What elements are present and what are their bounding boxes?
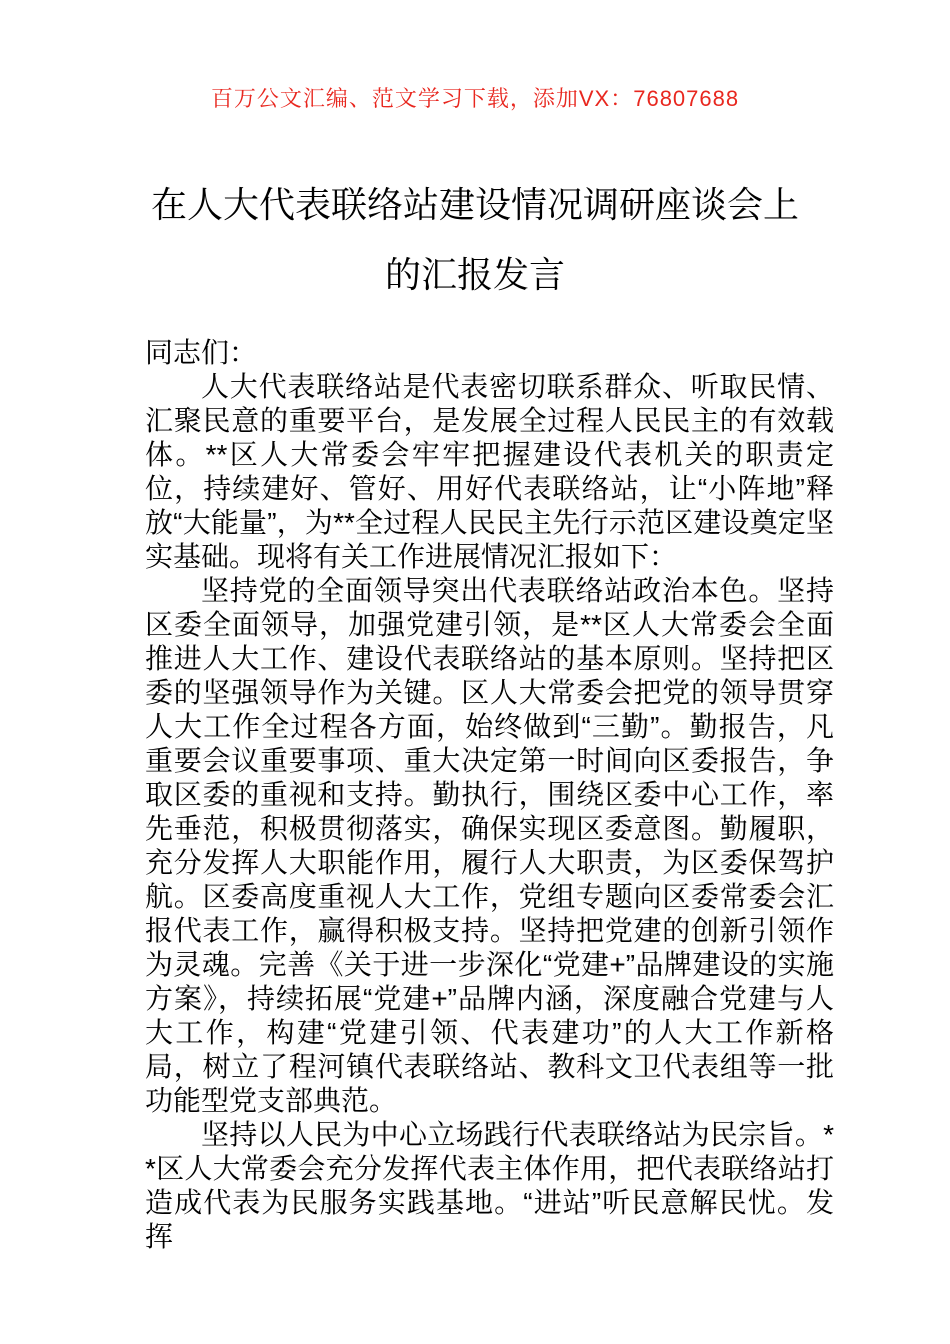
promo-banner: 百万公文汇编、范文学习下载，添加VX：76807688 (210, 86, 740, 111)
salutation: 同志们： (145, 337, 258, 368)
document-title-line-1: 在人大代表联络站建设情况调研座谈会上 (150, 184, 799, 225)
paragraph-people-centered: 坚持以人民为中心立场践行代表联络站为民宗旨。**区人大常委会充分发挥代表主体作用，把代表联络站打造成代表为民服务实践基地。“进站”听民意解民忧。发挥 (145, 1119, 834, 1252)
paragraph-party-leadership: 坚持党的全面领导突出代表联络站政治本色。坚持区委全面领导，加强党建引领，是**区人大常委会全面推进人大工作、建设代表联络站的基本原则。坚持把区委的坚强领导作为关键。区人大常委会把党的领导贯穿人大工作全过程各方面，始终做到“三勤”。勤报告，凡重要会议重要事项、重大决定第一时间向区委报告，争取区委的重视和支持。勤执行，围绕区委中心工作，率先垂范，积极贯彻落实，确保实现区委意图。勤履职，充分发挥人大职能作用，履行人大职责，为区委保驾护航。区委高度重视人大工作，党组专题向区委常委会汇报代表工作，赢得积极支持。坚持把党建的创新引领作为灵魂。完善《关于进一步深化“党建+”品牌建设的实施方案》，持续拓展“党建+”品牌内涵，深度融合党建与人大工作，构建“党建引领、代表建功”的人大工作新格局，树立了程河镇代表联络站、教科文卫代表组等一批功能型党支部典范。 (145, 575, 834, 1116)
document-title-line-2: 的汇报发言 (384, 254, 565, 295)
paragraph-intro: 人大代表联络站是代表密切联系群众、听取民情、汇聚民意的重要平台，是发展全过程人民民主的有效载体。**区人大常委会牢牢把握建设代表机关的职责定位，持续建好、管好、用好代表联络站，让“小阵地”释放“大能量”，为**全过程人民民主先行示范区建设奠定坚实基础。现将有关工作进展情况汇报如下： (145, 371, 834, 572)
document-title (0, 170, 950, 310)
document-body (145, 336, 834, 1254)
